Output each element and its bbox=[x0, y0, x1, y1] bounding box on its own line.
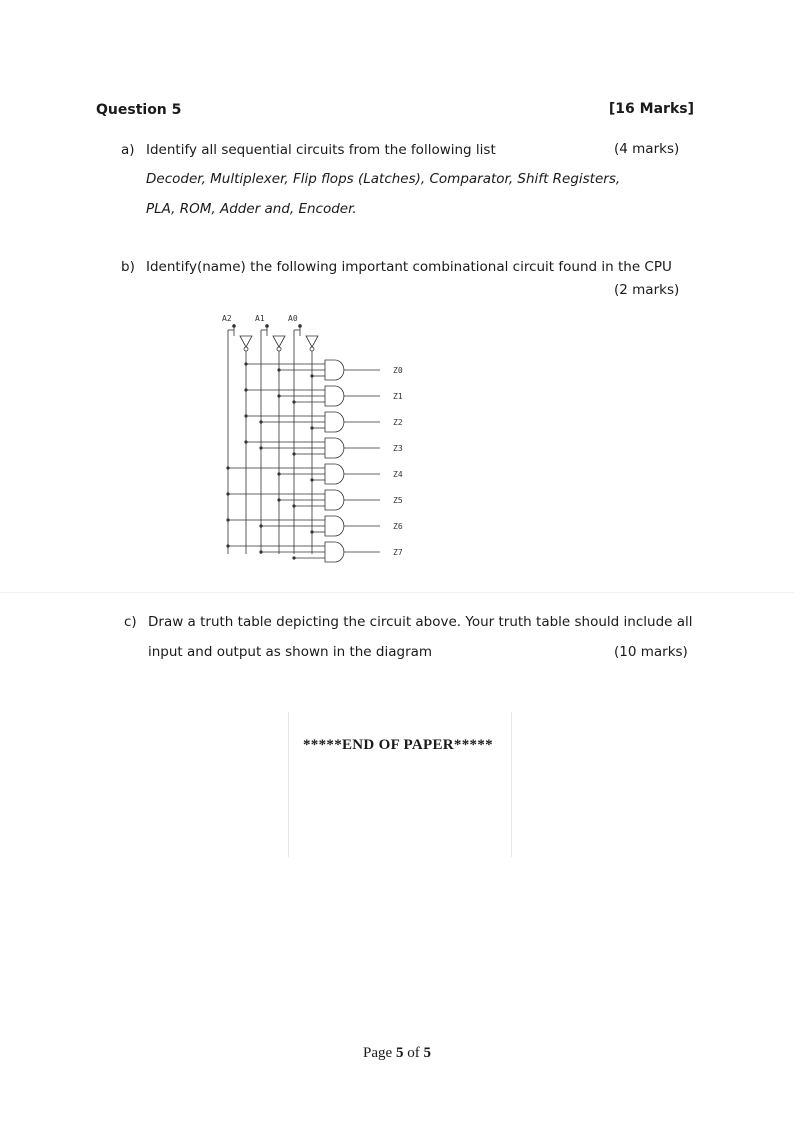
junction-dot bbox=[227, 519, 229, 521]
part-a-list-line1: Decoder, Multiplexer, Flip flops (Latches), Comparator, Shift Registers, bbox=[146, 171, 621, 187]
part-b-label: b) bbox=[121, 259, 135, 275]
junction-dot bbox=[260, 525, 262, 527]
input-node bbox=[233, 325, 236, 328]
input-label-a0: A0 bbox=[288, 314, 298, 323]
junction-dot bbox=[278, 395, 280, 397]
junction-dot bbox=[293, 401, 295, 403]
decoder-circuit-diagram bbox=[210, 306, 430, 566]
part-a-list-line2: PLA, ROM, Adder and, Encoder. bbox=[146, 201, 357, 217]
part-b-marks: (2 marks) bbox=[614, 282, 680, 298]
and-gate bbox=[325, 464, 344, 484]
output-label-z3: Z3 bbox=[393, 444, 403, 453]
and-gate bbox=[325, 438, 344, 458]
inverter-gate bbox=[306, 336, 318, 347]
output-label-z2: Z2 bbox=[393, 418, 403, 427]
junction-dot bbox=[311, 479, 313, 481]
and-gate bbox=[325, 516, 344, 536]
page-number bbox=[0, 1045, 794, 1062]
junction-dot bbox=[245, 363, 247, 365]
inverter-gate bbox=[240, 336, 252, 347]
junction-dot bbox=[245, 415, 247, 417]
junction-dot bbox=[278, 369, 280, 371]
junction-dot bbox=[245, 389, 247, 391]
junction-dot bbox=[293, 505, 295, 507]
and-gate bbox=[325, 542, 344, 562]
end-of-paper: *****END OF PAPER***** bbox=[303, 737, 493, 753]
junction-dot bbox=[260, 421, 262, 423]
input-node bbox=[266, 325, 269, 328]
and-gate bbox=[325, 386, 344, 406]
part-c-marks: (10 marks) bbox=[614, 644, 688, 660]
and-gate bbox=[325, 412, 344, 432]
input-label-a2: A2 bbox=[222, 314, 232, 323]
page-current: 5 bbox=[395, 1045, 404, 1061]
question-marks: [16 Marks] bbox=[608, 101, 694, 117]
junction-dot bbox=[245, 441, 247, 443]
junction-dot bbox=[311, 427, 313, 429]
and-gate bbox=[325, 360, 344, 380]
junction-dot bbox=[311, 531, 313, 533]
junction-dot bbox=[311, 375, 313, 377]
part-c-text-line1: Draw a truth table depicting the circuit above. Your truth table should include all bbox=[148, 614, 693, 630]
part-a-label: a) bbox=[121, 142, 135, 158]
output-label-z4: Z4 bbox=[393, 470, 403, 479]
junction-dot bbox=[293, 453, 295, 455]
part-c-label: c) bbox=[124, 614, 137, 630]
input-label-a1: A1 bbox=[255, 314, 265, 323]
question-title: Question 5 bbox=[96, 102, 182, 118]
junction-dot bbox=[227, 493, 229, 495]
page-total: 5 bbox=[423, 1045, 431, 1061]
output-label-z1: Z1 bbox=[393, 392, 403, 401]
page-of: of bbox=[403, 1045, 424, 1061]
inverter-gate bbox=[273, 336, 285, 347]
stamp-box bbox=[288, 712, 512, 857]
page-prefix: Page bbox=[363, 1045, 396, 1061]
output-label-z7: Z7 bbox=[393, 548, 403, 557]
part-c-text-line2: input and output as shown in the diagram bbox=[148, 644, 433, 660]
junction-dot bbox=[260, 447, 262, 449]
output-label-z5: Z5 bbox=[393, 496, 403, 505]
part-a-marks: (4 marks) bbox=[614, 141, 680, 157]
junction-dot bbox=[278, 473, 280, 475]
and-gate bbox=[325, 490, 344, 510]
junction-dot bbox=[278, 499, 280, 501]
junction-dot bbox=[227, 545, 229, 547]
output-label-z6: Z6 bbox=[393, 522, 403, 531]
part-b-text: Identify(name) the following important combinational circuit found in the CPU bbox=[146, 259, 672, 275]
junction-dot bbox=[293, 557, 295, 559]
part-a-text: Identify all sequential circuits from the following list bbox=[146, 142, 496, 158]
input-node bbox=[299, 325, 302, 328]
junction-dot bbox=[227, 467, 229, 469]
junction-dot bbox=[260, 551, 262, 553]
scan-edge-line bbox=[0, 592, 794, 593]
output-label-z0: Z0 bbox=[393, 366, 403, 375]
